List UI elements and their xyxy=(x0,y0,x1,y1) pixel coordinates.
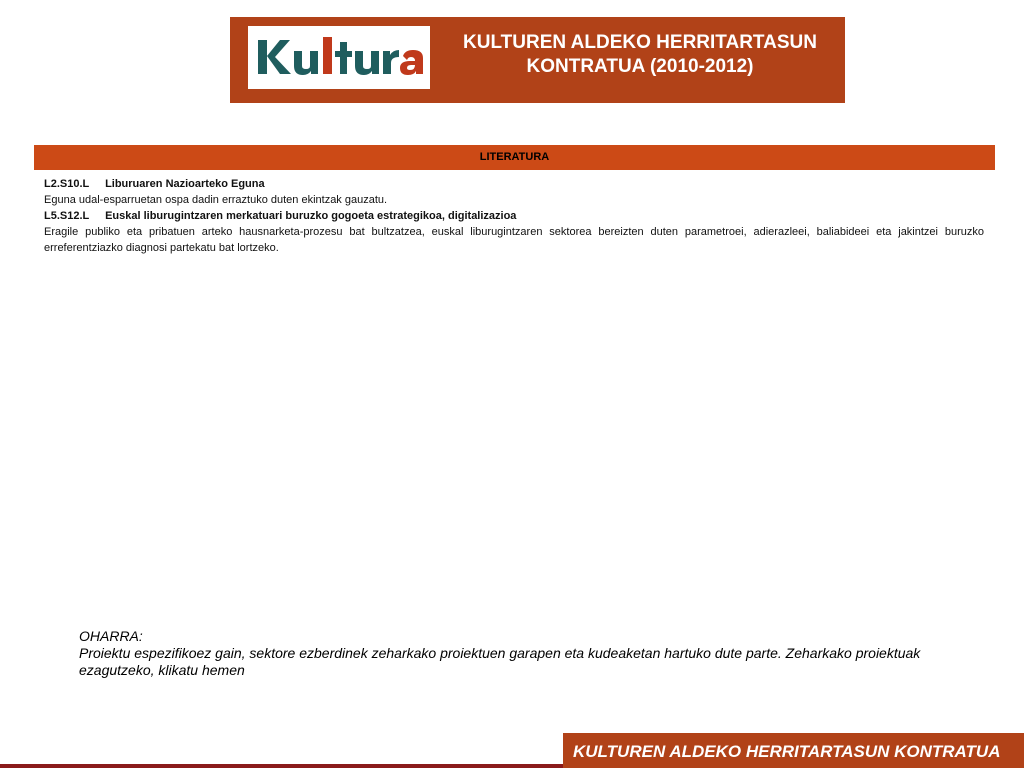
section-header-literatura xyxy=(34,145,995,170)
item-title-text: Liburuaren Nazioarteko Eguna xyxy=(105,178,265,190)
page-title-line-2: KONTRATUA (2010-2012) xyxy=(526,56,754,77)
section-label: LITERATURA xyxy=(479,151,550,163)
footer-label: KULTUREN ALDEKO HERRITARTASUN KONTRATUA xyxy=(573,742,1001,761)
item-title xyxy=(44,176,984,192)
item-code: L2.S10.L xyxy=(44,178,90,190)
item-title xyxy=(44,208,984,224)
note-heading: OHARRA: xyxy=(79,628,143,644)
note-box xyxy=(79,628,959,679)
content-list xyxy=(44,176,984,256)
kultura-logo-icon xyxy=(248,26,430,89)
item-code: L5.S12.L xyxy=(44,210,90,222)
page-title xyxy=(445,31,835,79)
list-item xyxy=(44,208,984,256)
item-title-text: Euskal liburugintzaren merkatuari buruzko gogoeta estrategikoa, digitalizazioa xyxy=(105,210,517,222)
item-description: Eragile publiko eta pribatuen arteko hausnarketa-prozesu bat bultzatzea, euskal liburugintzaren sektorea bereizten duten parametroei, adierazleei, baliabideei eta jakintzei buruzko erreferentziazko diagnosi partekatu bat lortzeko. xyxy=(44,226,984,254)
footer-banner xyxy=(563,733,1024,768)
list-item xyxy=(44,176,984,208)
click-here-link[interactable]: klikatu hemen xyxy=(158,662,245,678)
header-banner xyxy=(230,17,845,103)
kultura-logo xyxy=(248,26,430,89)
page-title-line-1: KULTUREN ALDEKO HERRITARTASUN xyxy=(463,32,817,53)
note-body-wrapper xyxy=(79,645,959,679)
item-description: Eguna udal-esparruetan ospa dadin erraztuko duten ekintzak gauzatu. xyxy=(44,194,388,206)
note-body: Proiektu espezifikoez gain, sektore ezberdinek zeharkako proiektuen garapen eta kudeaketan hartuko dute parte. Zeharkako proiektuak ezagutzeko, xyxy=(79,645,921,678)
